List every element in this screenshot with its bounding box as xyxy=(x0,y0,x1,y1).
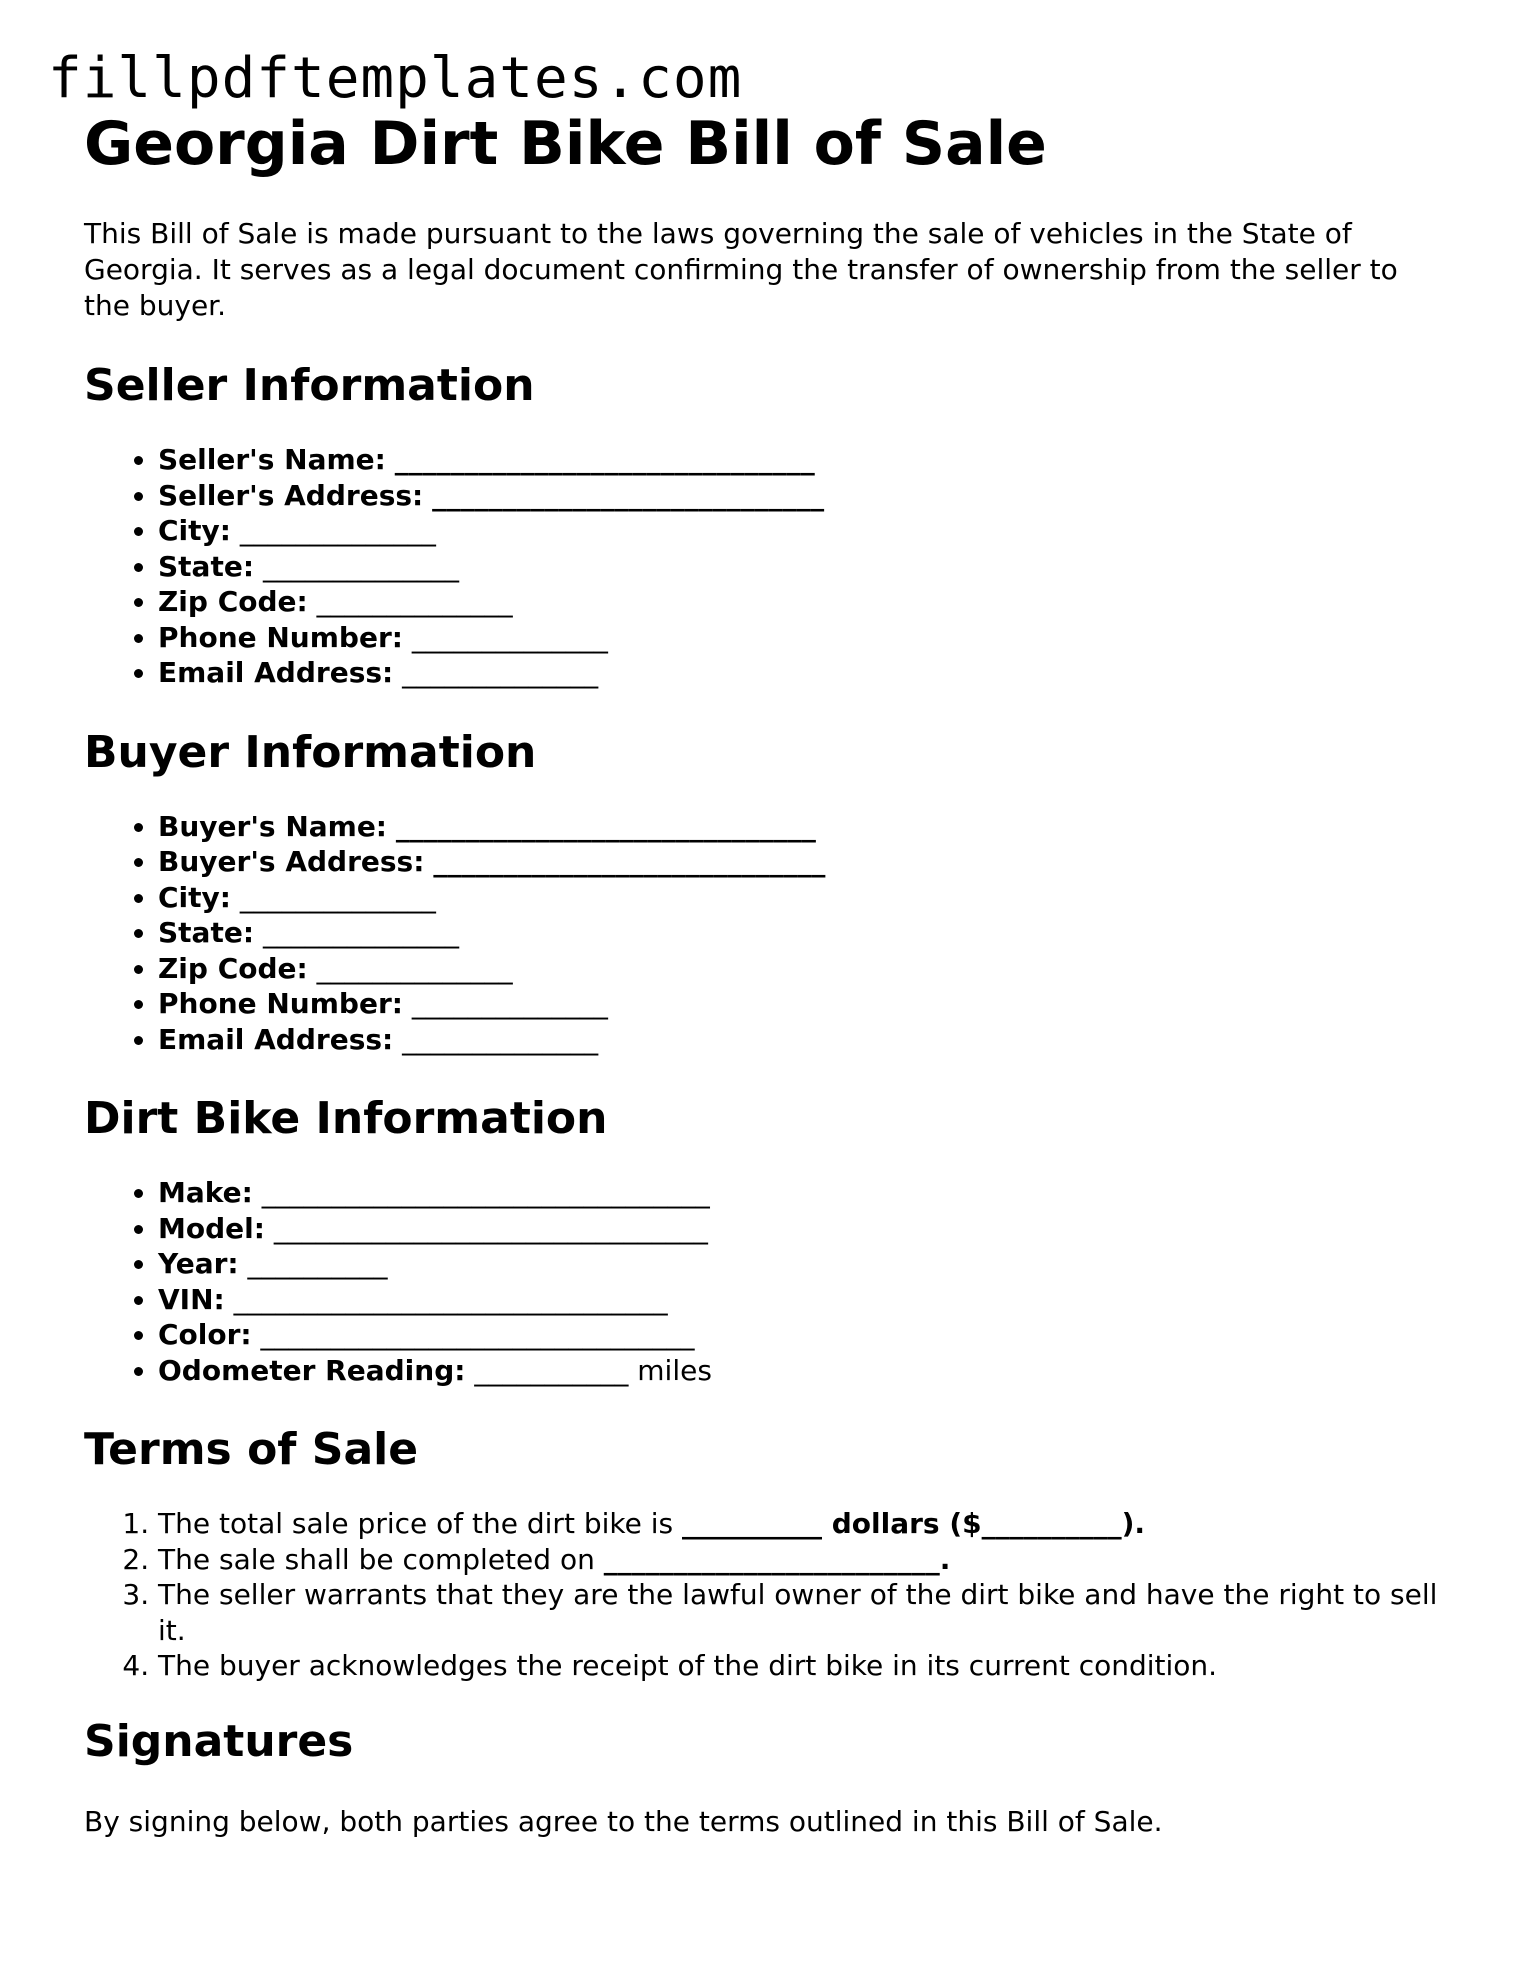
list-item xyxy=(158,655,1444,691)
field-label: Phone Number: xyxy=(158,620,403,654)
field-label: Make: xyxy=(158,1176,253,1209)
list-item xyxy=(158,549,1444,585)
field-blank[interactable]: ___________ miles xyxy=(474,1353,712,1387)
buyer-heading: Buyer Information xyxy=(84,726,537,778)
list-item xyxy=(158,620,1444,656)
list-item xyxy=(158,1506,1444,1542)
list-item xyxy=(158,844,1444,880)
document-body xyxy=(84,104,1444,1840)
list-item xyxy=(158,1175,1444,1211)
field-blank[interactable]: ______________ xyxy=(262,916,459,949)
signatures-text: By signing below, both parties agree to the terms outlined in this Bill of Sale. xyxy=(84,1804,1163,1838)
field-blank[interactable]: ______________ xyxy=(411,987,608,1020)
field-blank[interactable]: ______________ xyxy=(316,585,513,618)
field-label: City: xyxy=(158,514,231,547)
list-item xyxy=(158,442,1444,478)
list-item xyxy=(158,584,1444,620)
watermark: fillpdftemplates.com xyxy=(48,46,743,111)
list-item xyxy=(158,513,1444,549)
field-blank[interactable]: ______________ xyxy=(262,549,459,583)
field-blank[interactable]: ____________________________ xyxy=(432,478,825,512)
field-label: Email Address: xyxy=(158,656,394,689)
list-item xyxy=(158,1317,1444,1353)
field-blank[interactable]: _______________________________ xyxy=(273,1211,708,1245)
terms-list xyxy=(84,1506,1444,1684)
list-item xyxy=(158,1022,1444,1058)
list-item xyxy=(158,478,1444,514)
list-item xyxy=(158,1542,1444,1578)
terms-heading: Terms of Sale xyxy=(84,1424,419,1475)
list-item xyxy=(158,1246,1444,1282)
date-blank[interactable]: ________________________. xyxy=(603,1542,951,1576)
field-label: Buyer's Address: xyxy=(158,845,425,878)
field-label: VIN: xyxy=(158,1282,225,1316)
list-item xyxy=(158,1353,1444,1389)
field-label: Odometer Reading: xyxy=(158,1353,466,1387)
list-item xyxy=(158,1211,1444,1247)
field-label: State: xyxy=(158,916,255,949)
term-text: The buyer acknowledges the receipt of the dirt bike in its current condition. xyxy=(158,1649,1218,1682)
field-blank[interactable]: __________ xyxy=(247,1247,388,1280)
field-label: Zip Code: xyxy=(158,951,308,985)
list-item xyxy=(158,809,1444,845)
field-blank[interactable]: ______________ xyxy=(239,514,436,547)
buyer-list xyxy=(84,809,1444,1058)
seller-heading: Seller Information xyxy=(84,360,535,411)
field-label: Seller's Name: xyxy=(158,443,386,476)
field-label: Zip Code: xyxy=(158,585,308,618)
seller-list xyxy=(84,442,1444,691)
list-item xyxy=(158,951,1444,987)
field-label: Phone Number: xyxy=(158,987,403,1020)
field-blank[interactable]: ______________________________ xyxy=(395,809,816,843)
field-label: Buyer's Name: xyxy=(158,809,388,843)
intro-paragraph: This Bill of Sale is made pursuant to the laws governing the sale of vehicles in the State of Georgia. It serves as a legal document confirming the transfer of ownership from the seller to the buyer. xyxy=(84,217,1398,322)
field-label: Color: xyxy=(158,1318,252,1351)
field-blank[interactable]: _______________________________ xyxy=(233,1282,668,1316)
field-label: Email Address: xyxy=(158,1022,394,1056)
field-blank[interactable]: ______________ xyxy=(402,656,599,689)
term-text: The sale shall be completed on xyxy=(158,1542,604,1576)
field-blank[interactable]: _______________________________ xyxy=(260,1318,695,1351)
field-blank[interactable]: ________________________________ xyxy=(261,1176,710,1209)
bike-list xyxy=(84,1175,1444,1388)
list-item xyxy=(158,1577,1444,1648)
list-item xyxy=(158,1282,1444,1318)
field-label: State: xyxy=(158,549,255,583)
signatures-heading: Signatures xyxy=(84,1715,354,1767)
field-blank[interactable]: ______________ xyxy=(316,951,513,985)
price-blank[interactable]: __________ dollars ($__________). xyxy=(682,1507,1146,1540)
list-item xyxy=(158,915,1444,951)
field-blank[interactable]: ______________ xyxy=(402,1022,599,1056)
field-blank[interactable]: ____________________________ xyxy=(433,845,826,878)
term-text: The seller warrants that they are the lawful owner of the dirt bike and have the right to sell it. xyxy=(158,1578,1438,1647)
list-item xyxy=(158,986,1444,1022)
field-blank[interactable]: ______________ xyxy=(239,880,436,914)
list-item xyxy=(158,880,1444,916)
field-label: Year: xyxy=(158,1247,239,1280)
term-text: The total sale price of the dirt bike is xyxy=(158,1507,682,1540)
list-item xyxy=(158,1648,1444,1684)
field-label: City: xyxy=(158,880,231,914)
field-blank[interactable]: ______________________________ xyxy=(394,443,815,476)
field-label: Seller's Address: xyxy=(158,478,424,512)
field-blank[interactable]: ______________ xyxy=(411,620,608,654)
page-title: Georgia Dirt Bike Bill of Sale xyxy=(84,109,1047,179)
field-label: Model: xyxy=(158,1211,265,1245)
bike-heading: Dirt Bike Information xyxy=(84,1093,608,1144)
